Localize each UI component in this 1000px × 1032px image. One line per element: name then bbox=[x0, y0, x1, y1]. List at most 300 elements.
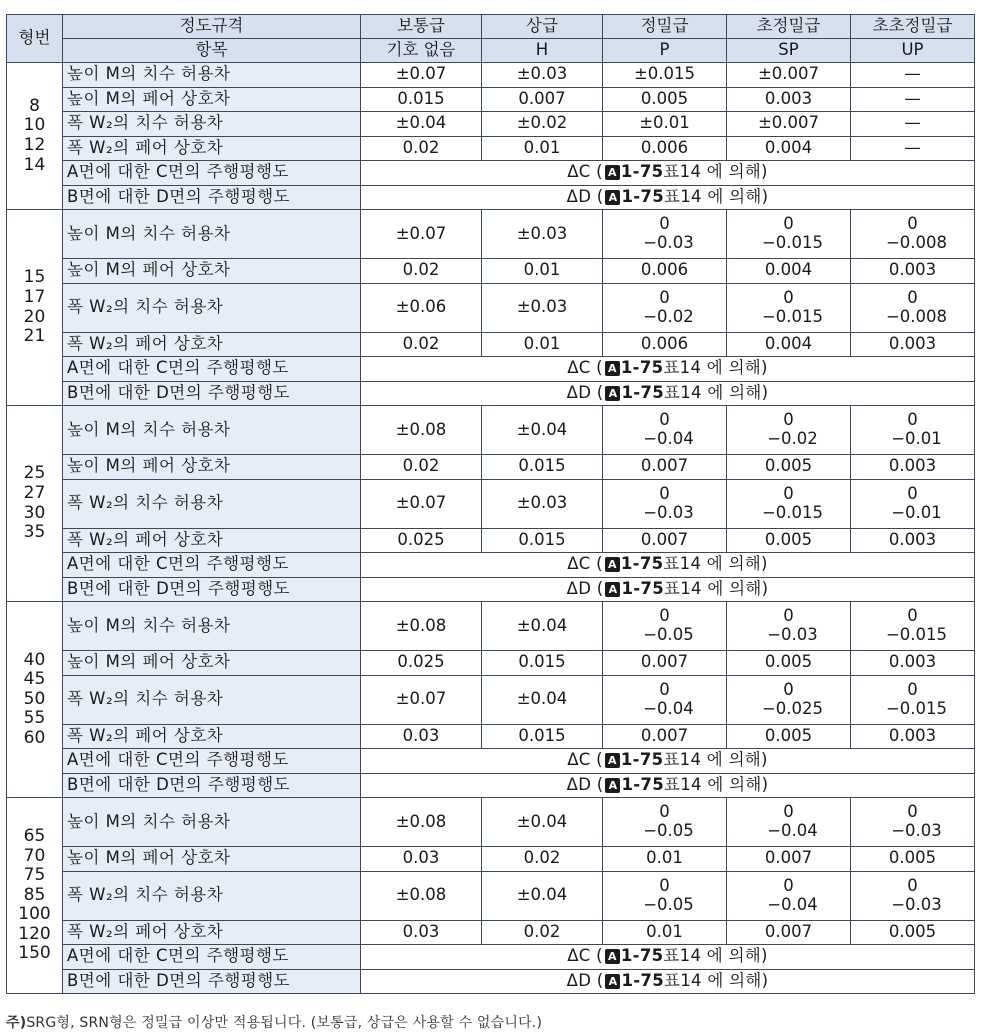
value-cell: 0.007 bbox=[603, 528, 727, 553]
catalog-badge: A bbox=[605, 753, 620, 768]
header-grade-symbol: UP bbox=[851, 39, 975, 63]
item-label: B면에 대한 D면의 주행평행도 bbox=[63, 381, 361, 406]
tolerance-upper: 0 bbox=[907, 214, 918, 234]
catalog-badge: A bbox=[605, 386, 620, 401]
tolerance-cell bbox=[851, 210, 975, 259]
header-grade-name: 상급 bbox=[482, 15, 603, 39]
tolerance-cell bbox=[851, 871, 975, 920]
value-cell: ±0.04 bbox=[482, 602, 603, 651]
tolerance-lower: −0.015 bbox=[761, 233, 824, 252]
tolerance-cell bbox=[727, 675, 851, 724]
item-label: 높이 M의 페어 상호차 bbox=[63, 87, 361, 112]
catalog-page-ref: 1-75 bbox=[621, 774, 664, 794]
value-cell: ±0.08 bbox=[361, 871, 482, 920]
parallelism-note bbox=[361, 749, 975, 774]
catalog-badge: A bbox=[605, 557, 620, 572]
tolerance-upper: 0 bbox=[783, 410, 794, 430]
tolerance-upper: 0 bbox=[783, 875, 794, 895]
tolerance-cell bbox=[727, 871, 851, 920]
tolerance-lower: −0.04 bbox=[767, 894, 818, 914]
note-suffix: 표14 에 의해) bbox=[663, 970, 769, 990]
table-row bbox=[7, 332, 975, 357]
note-prefix: ΔC ( bbox=[567, 750, 603, 770]
note-suffix: 표14 에 의해) bbox=[663, 946, 768, 966]
value-cell: 0.006 bbox=[603, 332, 727, 357]
value-cell: 0.005 bbox=[851, 920, 975, 945]
item-label: 높이 M의 치수 허용차 bbox=[63, 798, 361, 847]
value-cell: 0.02 bbox=[361, 332, 482, 357]
tolerance-upper: 0 bbox=[783, 679, 794, 699]
value-cell: ±0.04 bbox=[482, 871, 603, 920]
table-row-note bbox=[7, 161, 975, 186]
tolerance-lower: −0.015 bbox=[885, 625, 948, 644]
tolerance-lower: −0.008 bbox=[885, 233, 948, 252]
tolerance-upper: 0 bbox=[659, 802, 670, 822]
item-label: B면에 대한 D면의 주행평행도 bbox=[63, 577, 361, 602]
tolerance-upper: 0 bbox=[907, 287, 918, 307]
table-row bbox=[7, 87, 975, 112]
value-cell: 0.015 bbox=[361, 87, 482, 112]
tolerance-pair bbox=[727, 485, 850, 523]
item-label: B면에 대한 D면의 주행평행도 bbox=[63, 773, 361, 798]
item-label: B면에 대한 D면의 주행평행도 bbox=[63, 969, 361, 994]
header-grade-symbol: SP bbox=[727, 39, 851, 63]
parallelism-note bbox=[361, 553, 975, 578]
table-row-note bbox=[7, 553, 975, 578]
tolerance-pair bbox=[727, 803, 850, 841]
value-cell: 0.007 bbox=[603, 455, 727, 480]
value-cell: 0.03 bbox=[361, 724, 482, 749]
value-cell: 0.02 bbox=[361, 455, 482, 480]
table-row-note bbox=[7, 945, 975, 970]
tolerance-upper: 0 bbox=[659, 410, 670, 430]
tolerance-cell bbox=[727, 210, 851, 259]
tolerance-pair bbox=[851, 485, 974, 523]
item-label: 폭 W₂의 치수 허용차 bbox=[63, 283, 361, 332]
tolerance-cell bbox=[603, 283, 727, 332]
value-cell: — bbox=[851, 136, 975, 161]
tolerance-cell bbox=[851, 479, 975, 528]
table-row bbox=[7, 259, 975, 284]
item-label: 높이 M의 치수 허용차 bbox=[63, 210, 361, 259]
value-cell: 0.01 bbox=[482, 332, 603, 357]
value-cell: 0.015 bbox=[482, 455, 603, 480]
value-cell: 0.005 bbox=[603, 87, 727, 112]
item-label: 높이 M의 페어 상호차 bbox=[63, 455, 361, 480]
item-label: 높이 M의 페어 상호차 bbox=[63, 259, 361, 284]
catalog-page-ref: 1-75 bbox=[621, 382, 664, 402]
value-cell: 0.003 bbox=[851, 455, 975, 480]
tolerance-upper: 0 bbox=[783, 802, 794, 822]
parallelism-note bbox=[361, 969, 975, 994]
value-cell: 0.007 bbox=[603, 724, 727, 749]
table-row bbox=[7, 210, 975, 259]
value-cell: ±0.03 bbox=[482, 63, 603, 88]
note-suffix: 표14 에 의해) bbox=[663, 750, 768, 770]
value-cell: ±0.04 bbox=[361, 112, 482, 137]
item-label: 폭 W₂의 페어 상호차 bbox=[63, 528, 361, 553]
tolerance-pair bbox=[603, 289, 726, 327]
model-numbers: 8 10 12 14 bbox=[7, 63, 63, 210]
header-grade-name: 초초정밀급 bbox=[851, 15, 975, 39]
tolerance-cell bbox=[603, 406, 727, 455]
table-row bbox=[7, 651, 975, 676]
note-prefix: ΔD ( bbox=[566, 382, 604, 402]
accuracy-spec-table bbox=[6, 14, 975, 994]
value-cell: — bbox=[851, 63, 975, 88]
catalog-page-ref: 1-75 bbox=[620, 162, 664, 182]
note-prefix: ΔC ( bbox=[567, 946, 603, 966]
value-cell: ±0.01 bbox=[603, 112, 727, 137]
value-cell: 0.007 bbox=[727, 920, 851, 945]
item-label: 높이 M의 치수 허용차 bbox=[63, 63, 361, 88]
model-numbers: 25 27 30 35 bbox=[7, 406, 63, 602]
tolerance-upper: 0 bbox=[783, 606, 794, 626]
catalog-badge: A bbox=[605, 778, 620, 793]
note-suffix: 표14 에 의해) bbox=[663, 578, 769, 598]
parallelism-note bbox=[361, 577, 975, 602]
tolerance-upper: 0 bbox=[783, 287, 794, 307]
value-cell: 0.015 bbox=[482, 528, 603, 553]
model-numbers: 40 45 50 55 60 bbox=[7, 602, 63, 798]
parallelism-note bbox=[361, 773, 975, 798]
value-cell: ±0.08 bbox=[361, 798, 482, 847]
table-row bbox=[7, 283, 975, 332]
value-cell: ±0.06 bbox=[361, 283, 482, 332]
tolerance-cell bbox=[851, 283, 975, 332]
header-type: 형번 bbox=[7, 15, 63, 63]
catalog-badge: A bbox=[605, 361, 620, 376]
tolerance-pair bbox=[603, 681, 726, 719]
value-cell: 0.006 bbox=[603, 259, 727, 284]
catalog-page-ref: 1-75 bbox=[620, 750, 664, 770]
item-label: 폭 W₂의 페어 상호차 bbox=[63, 136, 361, 161]
tolerance-pair bbox=[851, 411, 974, 449]
header-class: 정도규격 bbox=[63, 15, 361, 39]
tolerance-cell bbox=[727, 406, 851, 455]
header-grade-name: 보통급 bbox=[361, 15, 482, 39]
table-row-note bbox=[7, 185, 975, 210]
value-cell: ±0.03 bbox=[482, 479, 603, 528]
value-cell: 0.01 bbox=[482, 259, 603, 284]
tolerance-cell bbox=[603, 479, 727, 528]
tolerance-lower: −0.05 bbox=[643, 894, 694, 914]
footnote-text: SRG형, SRN형은 정밀급 이상만 적용됩니다. (보통급, 상급은 사용할 수 없습니다.) bbox=[26, 1015, 543, 1031]
value-cell: — bbox=[851, 87, 975, 112]
tolerance-pair bbox=[727, 289, 850, 327]
note-prefix: ΔD ( bbox=[566, 186, 604, 206]
table-row bbox=[7, 406, 975, 455]
value-cell: 0.02 bbox=[482, 847, 603, 872]
header-grade-symbol: P bbox=[603, 39, 727, 63]
item-label: 폭 W₂의 치수 허용차 bbox=[63, 479, 361, 528]
value-cell: ±0.04 bbox=[482, 406, 603, 455]
value-cell: 0.003 bbox=[851, 259, 975, 284]
value-cell: — bbox=[851, 112, 975, 137]
tolerance-upper: 0 bbox=[659, 214, 670, 234]
value-cell: 0.007 bbox=[482, 87, 603, 112]
table-row bbox=[7, 798, 975, 847]
item-label: 폭 W₂의 페어 상호차 bbox=[63, 332, 361, 357]
tolerance-cell bbox=[727, 479, 851, 528]
tolerance-lower: −0.05 bbox=[643, 821, 694, 840]
table-row bbox=[7, 479, 975, 528]
spec-body bbox=[7, 63, 975, 994]
value-cell: 0.005 bbox=[727, 528, 851, 553]
item-label: A면에 대한 C면의 주행평행도 bbox=[63, 945, 361, 970]
tolerance-upper: 0 bbox=[907, 606, 918, 626]
table-row-note bbox=[7, 773, 975, 798]
catalog-page-ref: 1-75 bbox=[620, 946, 664, 966]
item-label: A면에 대한 C면의 주행평행도 bbox=[63, 553, 361, 578]
tolerance-pair bbox=[727, 681, 850, 719]
catalog-page-ref: 1-75 bbox=[620, 554, 664, 574]
value-cell: 0.003 bbox=[727, 87, 851, 112]
tolerance-lower: −0.03 bbox=[891, 894, 942, 914]
note-suffix: 표14 에 의해) bbox=[663, 774, 769, 794]
value-cell: ±0.02 bbox=[482, 112, 603, 137]
tolerance-cell bbox=[851, 675, 975, 724]
tolerance-cell bbox=[851, 406, 975, 455]
table-row bbox=[7, 602, 975, 651]
tolerance-pair bbox=[851, 681, 974, 719]
tolerance-lower: −0.008 bbox=[885, 306, 948, 326]
item-label: A면에 대한 C면의 주행평행도 bbox=[63, 161, 361, 186]
tolerance-lower: −0.015 bbox=[761, 502, 824, 522]
item-label: B면에 대한 D면의 주행평행도 bbox=[63, 185, 361, 210]
value-cell: 0.005 bbox=[851, 847, 975, 872]
tolerance-upper: 0 bbox=[907, 679, 918, 699]
value-cell: ±0.007 bbox=[727, 63, 851, 88]
item-label: 높이 M의 페어 상호차 bbox=[63, 847, 361, 872]
value-cell: ±0.04 bbox=[482, 675, 603, 724]
table-row bbox=[7, 63, 975, 88]
tolerance-pair bbox=[727, 877, 850, 915]
value-cell: 0.01 bbox=[603, 847, 727, 872]
tolerance-upper: 0 bbox=[907, 483, 918, 503]
parallelism-note bbox=[361, 185, 975, 210]
catalog-page-ref: 1-75 bbox=[621, 970, 664, 990]
item-label: 폭 W₂의 페어 상호차 bbox=[63, 724, 361, 749]
header-item: 항목 bbox=[63, 39, 361, 63]
tolerance-pair bbox=[851, 877, 974, 915]
parallelism-note bbox=[361, 945, 975, 970]
value-cell: 0.005 bbox=[727, 724, 851, 749]
value-cell: 0.02 bbox=[482, 920, 603, 945]
table-row-note bbox=[7, 381, 975, 406]
tolerance-lower: −0.04 bbox=[643, 698, 694, 718]
value-cell: ±0.08 bbox=[361, 602, 482, 651]
note-suffix: 표14 에 의해) bbox=[663, 162, 768, 182]
catalog-badge: A bbox=[605, 190, 620, 205]
tolerance-pair bbox=[603, 485, 726, 523]
value-cell: ±0.08 bbox=[361, 406, 482, 455]
value-cell: 0.004 bbox=[727, 332, 851, 357]
tolerance-pair bbox=[727, 607, 850, 645]
item-label: 높이 M의 페어 상호차 bbox=[63, 651, 361, 676]
value-cell: ±0.07 bbox=[361, 479, 482, 528]
catalog-badge: A bbox=[605, 582, 620, 597]
item-label: 높이 M의 치수 허용차 bbox=[63, 602, 361, 651]
value-cell: 0.015 bbox=[482, 724, 603, 749]
tolerance-pair bbox=[851, 607, 974, 645]
tolerance-pair bbox=[727, 215, 850, 253]
tolerance-cell bbox=[603, 210, 727, 259]
note-prefix: ΔC ( bbox=[567, 162, 603, 182]
header-grade-name: 초정밀급 bbox=[727, 15, 851, 39]
tolerance-cell bbox=[851, 602, 975, 651]
tolerance-lower: −0.04 bbox=[767, 821, 818, 840]
tolerance-upper: 0 bbox=[907, 802, 918, 822]
tolerance-cell bbox=[727, 283, 851, 332]
header-grade-symbol: H bbox=[482, 39, 603, 63]
tolerance-pair bbox=[603, 607, 726, 645]
value-cell: 0.025 bbox=[361, 528, 482, 553]
header-row-grades bbox=[7, 15, 975, 39]
tolerance-lower: −0.015 bbox=[885, 698, 948, 718]
value-cell: 0.01 bbox=[603, 920, 727, 945]
parallelism-note bbox=[361, 161, 975, 186]
table-row-note bbox=[7, 969, 975, 994]
tolerance-upper: 0 bbox=[783, 483, 794, 503]
item-label: 폭 W₂의 치수 허용차 bbox=[63, 112, 361, 137]
note-prefix: ΔD ( bbox=[566, 970, 604, 990]
header-row-symbols bbox=[7, 39, 975, 63]
tolerance-upper: 0 bbox=[659, 483, 670, 503]
parallelism-note bbox=[361, 357, 975, 382]
catalog-page-ref: 1-75 bbox=[620, 358, 664, 378]
table-row bbox=[7, 455, 975, 480]
value-cell: 0.005 bbox=[727, 455, 851, 480]
note-suffix: 표14 에 의해) bbox=[663, 358, 768, 378]
value-cell: ±0.07 bbox=[361, 210, 482, 259]
tolerance-lower: −0.025 bbox=[761, 698, 824, 718]
value-cell: ±0.015 bbox=[603, 63, 727, 88]
table-row-note bbox=[7, 749, 975, 774]
value-cell: ±0.03 bbox=[482, 283, 603, 332]
value-cell: ±0.007 bbox=[727, 112, 851, 137]
tolerance-pair bbox=[851, 289, 974, 327]
note-suffix: 표14 에 의해) bbox=[663, 382, 769, 402]
tolerance-upper: 0 bbox=[783, 214, 794, 234]
footnote-mark: 주) bbox=[6, 1015, 27, 1031]
value-cell: 0.02 bbox=[361, 136, 482, 161]
value-cell: 0.01 bbox=[482, 136, 603, 161]
table-row bbox=[7, 136, 975, 161]
table-row bbox=[7, 847, 975, 872]
catalog-badge: A bbox=[605, 949, 620, 964]
item-label: A면에 대한 C면의 주행평행도 bbox=[63, 749, 361, 774]
value-cell: ±0.04 bbox=[482, 798, 603, 847]
table-row bbox=[7, 675, 975, 724]
parallelism-note bbox=[361, 381, 975, 406]
tolerance-cell bbox=[603, 798, 727, 847]
value-cell: 0.007 bbox=[603, 651, 727, 676]
item-label: 폭 W₂의 페어 상호차 bbox=[63, 920, 361, 945]
value-cell: 0.006 bbox=[603, 136, 727, 161]
note-prefix: ΔC ( bbox=[567, 358, 603, 378]
note-prefix: ΔC ( bbox=[567, 554, 603, 574]
tolerance-upper: 0 bbox=[659, 287, 670, 307]
table-row bbox=[7, 112, 975, 137]
tolerance-cell bbox=[727, 798, 851, 847]
tolerance-lower: −0.02 bbox=[643, 306, 694, 326]
note-suffix: 표14 에 의해) bbox=[663, 554, 768, 574]
tolerance-cell bbox=[851, 798, 975, 847]
value-cell: 0.007 bbox=[727, 847, 851, 872]
item-label: 폭 W₂의 치수 허용차 bbox=[63, 675, 361, 724]
tolerance-upper: 0 bbox=[659, 606, 670, 626]
catalog-badge: A bbox=[605, 165, 620, 180]
item-label: A면에 대한 C면의 주행평행도 bbox=[63, 357, 361, 382]
item-label: 높이 M의 치수 허용차 bbox=[63, 406, 361, 455]
catalog-page-ref: 1-75 bbox=[621, 186, 664, 206]
table-row-note bbox=[7, 577, 975, 602]
table-row-note bbox=[7, 357, 975, 382]
tolerance-lower: −0.03 bbox=[643, 233, 694, 252]
value-cell: ±0.07 bbox=[361, 63, 482, 88]
header-grade-name: 정밀급 bbox=[603, 15, 727, 39]
value-cell: 0.003 bbox=[851, 528, 975, 553]
model-numbers: 65 70 75 85 100 120 150 bbox=[7, 798, 63, 994]
table-row bbox=[7, 528, 975, 553]
value-cell: 0.004 bbox=[727, 136, 851, 161]
note-suffix: 표14 에 의해) bbox=[663, 186, 769, 206]
tolerance-cell bbox=[603, 871, 727, 920]
tolerance-lower: −0.015 bbox=[761, 306, 824, 326]
value-cell: 0.003 bbox=[851, 651, 975, 676]
tolerance-lower: −0.01 bbox=[891, 502, 942, 522]
tolerance-pair bbox=[603, 215, 726, 253]
tolerance-cell bbox=[603, 602, 727, 651]
tolerance-upper: 0 bbox=[659, 875, 670, 895]
table-row bbox=[7, 871, 975, 920]
item-label: 폭 W₂의 치수 허용차 bbox=[63, 871, 361, 920]
tolerance-lower: −0.01 bbox=[891, 429, 942, 448]
value-cell: ±0.07 bbox=[361, 675, 482, 724]
value-cell: 0.03 bbox=[361, 847, 482, 872]
tolerance-cell bbox=[603, 675, 727, 724]
table-row bbox=[7, 920, 975, 945]
tolerance-lower: −0.03 bbox=[643, 502, 694, 522]
tolerance-upper: 0 bbox=[659, 679, 670, 699]
tolerance-lower: −0.03 bbox=[767, 625, 818, 644]
value-cell: 0.003 bbox=[851, 724, 975, 749]
tolerance-pair bbox=[603, 877, 726, 915]
tolerance-pair bbox=[727, 411, 850, 449]
value-cell: 0.02 bbox=[361, 259, 482, 284]
catalog-badge: A bbox=[605, 974, 620, 989]
tolerance-cell bbox=[727, 602, 851, 651]
model-numbers: 15 17 20 21 bbox=[7, 210, 63, 406]
tolerance-pair bbox=[603, 803, 726, 841]
value-cell: 0.005 bbox=[727, 651, 851, 676]
note-prefix: ΔD ( bbox=[566, 578, 604, 598]
catalog-page-ref: 1-75 bbox=[621, 578, 664, 598]
tolerance-upper: 0 bbox=[907, 410, 918, 430]
value-cell: 0.015 bbox=[482, 651, 603, 676]
value-cell: 0.003 bbox=[851, 332, 975, 357]
tolerance-pair bbox=[851, 215, 974, 253]
tolerance-pair bbox=[603, 411, 726, 449]
value-cell: 0.025 bbox=[361, 651, 482, 676]
note-prefix: ΔD ( bbox=[566, 774, 604, 794]
table-row bbox=[7, 724, 975, 749]
tolerance-lower: −0.03 bbox=[891, 821, 942, 840]
tolerance-pair bbox=[851, 803, 974, 841]
footnote bbox=[6, 1012, 542, 1032]
tolerance-lower: −0.04 bbox=[643, 429, 694, 448]
